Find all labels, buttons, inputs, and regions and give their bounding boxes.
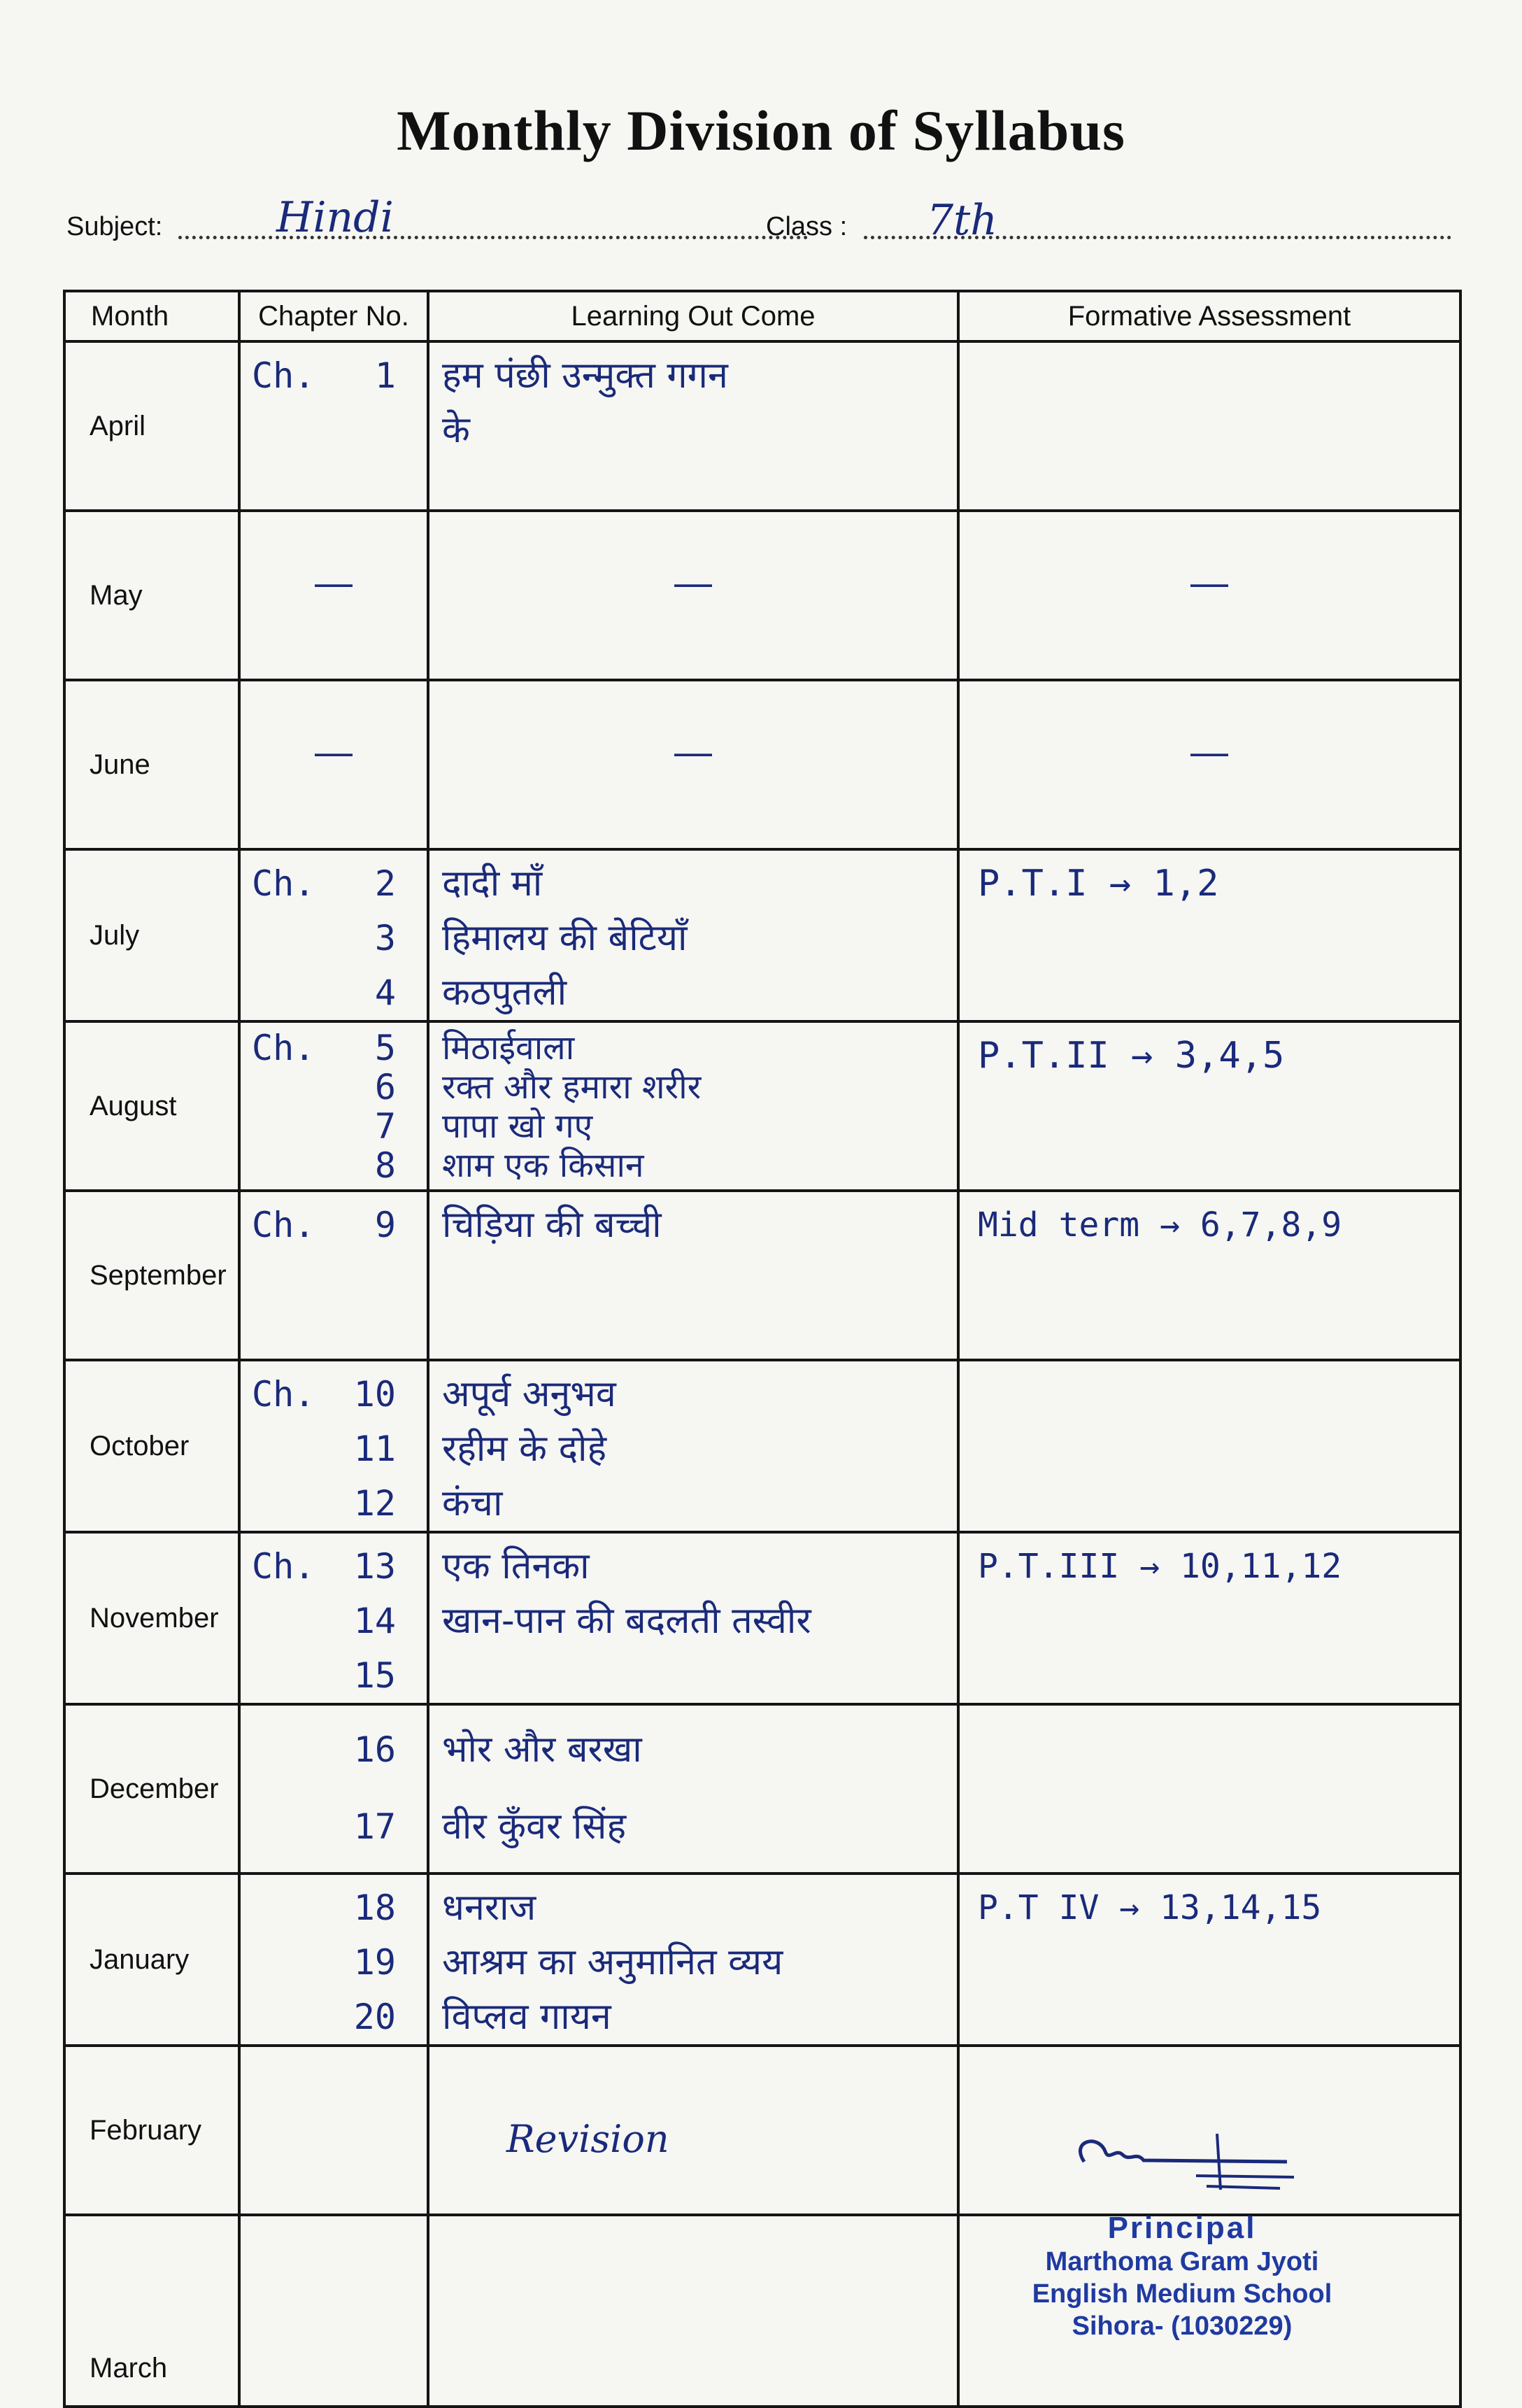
page-title: Monthly Division of Syllabus — [397, 99, 1125, 162]
chapter-number: 18 — [353, 1888, 396, 1928]
outcome-line: आश्रम का अनुमानित व्यय — [442, 1941, 783, 1983]
assessment-text: P.T.I → 1,2 — [978, 863, 1219, 905]
outcome-line: वीर कुँवर सिंह — [442, 1806, 627, 1848]
chapter-number: 14 — [353, 1601, 396, 1641]
chapter-cell — [239, 849, 428, 1021]
ch-prefix: Ch. — [252, 1374, 315, 1415]
chapter-cell — [239, 1874, 428, 2046]
assessment-cell — [958, 511, 1460, 680]
month-cell: September — [64, 1191, 239, 1360]
subject-dots — [178, 236, 808, 239]
outcome-line: पापा खो गए — [442, 1107, 593, 1146]
month-cell: July — [64, 849, 239, 1021]
outcome-cell — [428, 1021, 958, 1191]
month-cell: May — [64, 511, 239, 680]
outcome-line: अपूर्व अनुभव — [442, 1373, 616, 1415]
ch-prefix: Ch. — [252, 1546, 315, 1587]
header-assessment: Formative Assessment — [958, 291, 1460, 341]
assessment-cell — [958, 1021, 1460, 1191]
table-row — [64, 680, 1460, 849]
outcome-line: कंचा — [442, 1482, 503, 1524]
month-cell: April — [64, 341, 239, 511]
stamp-line: Sihora- (1030229) — [1072, 2311, 1293, 2341]
chapter-number: 20 — [353, 1997, 396, 2037]
chapter-cell — [239, 2215, 428, 2407]
chapter-number: 19 — [353, 1942, 396, 1983]
subject-label: Subject: — [66, 212, 163, 241]
chapter-cell — [239, 680, 428, 849]
outcome-cell — [428, 2215, 958, 2407]
outcome-line: मिठाईवाला — [442, 1028, 575, 1068]
header-row — [64, 291, 1460, 341]
assessment-cell — [958, 1874, 1460, 2046]
outcome-cell — [428, 849, 958, 1021]
header-outcome: Learning Out Come — [428, 291, 958, 341]
outcome-line: हिमालय की बेटियाँ — [442, 917, 688, 959]
assessment-cell — [958, 680, 1460, 849]
class-value: 7th — [927, 196, 997, 245]
outcome-line: कठपुतली — [442, 972, 567, 1014]
assessment-cell — [958, 849, 1460, 1021]
revision-note: Revision — [506, 2117, 669, 2161]
dash-mark: — — [1190, 562, 1228, 604]
header-month: Month — [64, 291, 239, 341]
outcome-line: खान-पान की बदलती तस्वीर — [442, 1600, 811, 1642]
ch-prefix: Ch. — [252, 1205, 315, 1245]
table-row — [64, 1360, 1460, 1532]
chapter-number: 17 — [353, 1806, 396, 1847]
table-row — [64, 1874, 1460, 2046]
assessment-text: P.T.II → 3,4,5 — [978, 1035, 1285, 1077]
syllabus-table — [63, 290, 1462, 2408]
ch-prefix: Ch. — [252, 355, 315, 396]
dash-mark: — — [674, 731, 712, 773]
month-cell: January — [64, 1874, 239, 2046]
month-cell: June — [64, 680, 239, 849]
outcome-cell — [428, 680, 958, 849]
outcome-cell — [428, 2046, 958, 2215]
outcome-line: धनराज — [442, 1887, 536, 1929]
chapter-number: 1 — [374, 355, 396, 396]
outcome-cell — [428, 1191, 958, 1360]
ch-prefix: Ch. — [252, 1028, 315, 1068]
chapter-number: 5 — [374, 1028, 396, 1068]
stamp-line: Marthoma Gram Jyoti — [1045, 2247, 1319, 2276]
dash-mark: — — [674, 562, 712, 604]
assessment-cell — [958, 341, 1460, 511]
table-row — [64, 1021, 1460, 1191]
assessment-text — [960, 343, 1459, 515]
dash-mark: — — [315, 562, 353, 604]
outcome-cell — [428, 341, 958, 511]
outcome-line: विप्लव गायन — [442, 1996, 611, 2038]
outcome-cell — [428, 1874, 958, 2046]
assessment-text — [960, 1361, 1459, 1536]
chapter-number: 11 — [353, 1429, 396, 1469]
dash-mark: — — [315, 731, 353, 773]
assessment-cell — [958, 1360, 1460, 1532]
chapter-number: 15 — [353, 1655, 396, 1696]
chapter-cell — [239, 1021, 428, 1191]
subject-value: Hindi — [276, 193, 394, 242]
chapter-cell — [239, 511, 428, 680]
table-row — [64, 1191, 1460, 1360]
outcome-line: दादी माँ — [442, 863, 543, 905]
chapter-number: 12 — [353, 1483, 396, 1524]
chapter-number: 10 — [353, 1374, 396, 1415]
chapter-number: 13 — [353, 1546, 396, 1587]
month-cell: November — [64, 1532, 239, 1704]
month-cell: December — [64, 1704, 239, 1874]
table-row — [64, 341, 1460, 511]
stamp-title: Principal — [1107, 2211, 1257, 2245]
class-label: Class : — [766, 212, 848, 241]
outcome-cell — [428, 511, 958, 680]
assessment-cell — [958, 1191, 1460, 1360]
outcome-cell — [428, 1532, 958, 1704]
month-cell: March — [64, 2215, 239, 2407]
outcome-line: रक्त और हमारा शरीर — [442, 1068, 702, 1107]
outcome-line: के — [442, 409, 470, 451]
table-row — [64, 849, 1460, 1021]
outcome-line: रहीम के दोहे — [442, 1428, 607, 1470]
chapter-number: 16 — [353, 1729, 396, 1770]
assessment-text: P.T.III → 10,11,12 — [978, 1547, 1342, 1586]
table-row — [64, 1704, 1460, 1874]
outcome-line: शाम एक किसान — [442, 1146, 644, 1185]
assessment-cell — [958, 1704, 1460, 1874]
dash-mark: — — [1190, 731, 1228, 773]
outcome-cell — [428, 1704, 958, 1874]
month-cell: February — [64, 2046, 239, 2215]
chapter-number: 7 — [374, 1106, 396, 1147]
chapter-cell — [239, 1360, 428, 1532]
outcome-line: चिड़िया की बच्ची — [442, 1204, 662, 1246]
table-row — [64, 511, 1460, 680]
chapter-cell — [239, 1704, 428, 1874]
ch-prefix: Ch. — [252, 863, 315, 904]
chapter-cell — [239, 341, 428, 511]
month-cell: October — [64, 1360, 239, 1532]
assessment-text: Mid term → 6,7,8,9 — [978, 1205, 1342, 1245]
chapter-number: 9 — [374, 1205, 396, 1245]
principal-signature — [1056, 2120, 1308, 2197]
assessment-cell — [958, 1532, 1460, 1704]
chapter-number: 2 — [374, 863, 396, 904]
chapter-cell — [239, 1191, 428, 1360]
chapter-number: 6 — [374, 1067, 396, 1107]
subject-class-line — [66, 193, 1451, 252]
stamp-line: English Medium School — [1032, 2279, 1332, 2309]
chapter-number: 4 — [374, 972, 396, 1013]
chapter-number: 8 — [374, 1145, 396, 1186]
table-row — [64, 1532, 1460, 1704]
chapter-cell — [239, 1532, 428, 1704]
outcome-line: भोर और बरखा — [442, 1729, 642, 1771]
outcome-line: एक तिनका — [442, 1545, 590, 1587]
chapter-cell — [239, 2046, 428, 2215]
chapter-number: 3 — [374, 918, 396, 958]
outcome-cell — [428, 1360, 958, 1532]
assessment-text — [960, 1706, 1459, 1878]
header-chapter: Chapter No. — [239, 291, 428, 341]
outcome-line: हम पंछी उन्मुक्त गगन — [442, 355, 728, 397]
school-stamp — [1000, 2211, 1364, 2342]
month-cell: August — [64, 1021, 239, 1191]
assessment-text: P.T IV → 13,14,15 — [978, 1888, 1322, 1927]
